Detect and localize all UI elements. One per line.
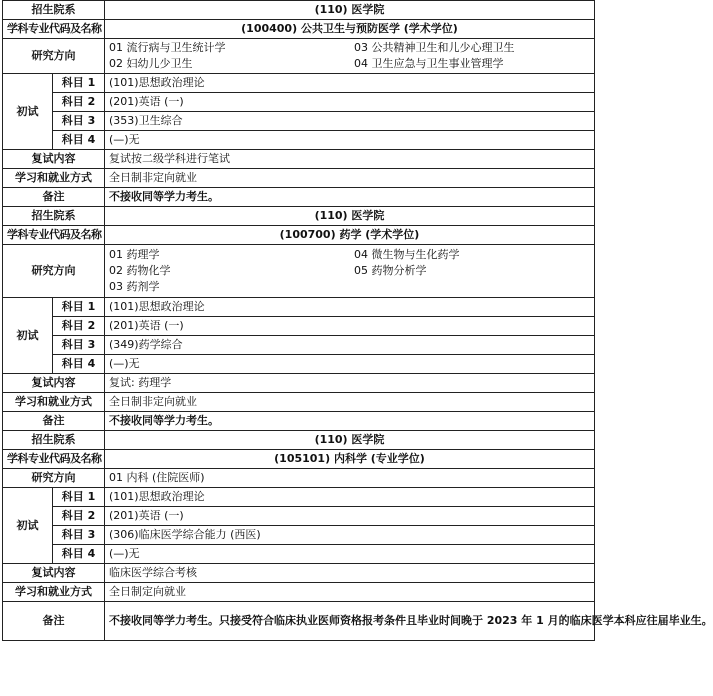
study-mode-value: 全日制非定向就业 <box>105 169 595 188</box>
direction-label: 研究方向 <box>3 245 105 298</box>
direction-item: 02 药物化学 <box>109 264 171 277</box>
table-row <box>3 336 595 355</box>
table-row <box>3 226 595 245</box>
table-row <box>3 169 595 188</box>
subject-value: (—)无 <box>105 545 595 564</box>
table-row <box>3 188 595 207</box>
table-row <box>3 602 595 641</box>
major-label: 学科专业代码及名称 <box>3 226 105 245</box>
table-row <box>3 374 595 393</box>
subject-label: 科目 1 <box>53 298 105 317</box>
study-mode-label: 学习和就业方式 <box>3 169 105 188</box>
direction-item: 03 公共精神卫生和儿少心理卫生 <box>354 41 515 54</box>
subject-label: 科目 2 <box>53 317 105 336</box>
retest-value: 复试按二级学科进行笔试 <box>105 150 595 169</box>
subject-value: (—)无 <box>105 355 595 374</box>
table-row <box>3 1 595 20</box>
subject-value: (201)英语 (一) <box>105 317 595 336</box>
table-row <box>3 39 595 74</box>
exam-label: 初试 <box>3 74 53 150</box>
table-row <box>3 488 595 507</box>
subject-value: (—)无 <box>105 131 595 150</box>
table-row <box>3 526 595 545</box>
table-row <box>3 507 595 526</box>
subject-label: 科目 1 <box>53 488 105 507</box>
subject-label: 科目 1 <box>53 74 105 93</box>
retest-label: 复试内容 <box>3 374 105 393</box>
school-label: 招生院系 <box>3 431 105 450</box>
table-row <box>3 469 595 488</box>
subject-value: (353)卫生综合 <box>105 112 595 131</box>
notes-label: 备注 <box>3 188 105 207</box>
subject-value: (101)思想政治理论 <box>105 74 595 93</box>
subject-value: (201)英语 (一) <box>105 507 595 526</box>
direction-list <box>105 39 595 74</box>
school-label: 招生院系 <box>3 207 105 226</box>
direction-item: 03 药剂学 <box>109 280 160 293</box>
exam-label: 初试 <box>3 488 53 564</box>
table-row <box>3 74 595 93</box>
subject-value: (101)思想政治理论 <box>105 298 595 317</box>
table-row <box>3 431 595 450</box>
subject-value: (201)英语 (一) <box>105 93 595 112</box>
major-label: 学科专业代码及名称 <box>3 450 105 469</box>
study-mode-value: 全日制定向就业 <box>105 583 595 602</box>
table-row <box>3 131 595 150</box>
major-value: (100400) 公共卫生与预防医学 (学术学位) <box>105 20 595 39</box>
direction-item: 04 卫生应急与卫生事业管理学 <box>354 57 504 70</box>
table-row <box>3 583 595 602</box>
subject-label: 科目 2 <box>53 507 105 526</box>
direction-item: 01 内科 (住院医师) <box>105 469 595 488</box>
major-value: (105101) 内科学 (专业学位) <box>105 450 595 469</box>
notes-value: 不接收同等学力考生。 <box>105 188 595 207</box>
school-value: (110) 医学院 <box>105 431 595 450</box>
retest-value: 临床医学综合考核 <box>105 564 595 583</box>
exam-label: 初试 <box>3 298 53 374</box>
table-row <box>3 545 595 564</box>
notes-label: 备注 <box>3 602 105 641</box>
retest-value: 复试: 药理学 <box>105 374 595 393</box>
school-label: 招生院系 <box>3 1 105 20</box>
notes-value: 不接收同等学力考生。 <box>105 412 595 431</box>
subject-label: 科目 3 <box>53 526 105 545</box>
table-row <box>3 93 595 112</box>
study-mode-value: 全日制非定向就业 <box>105 393 595 412</box>
retest-label: 复试内容 <box>3 150 105 169</box>
study-mode-label: 学习和就业方式 <box>3 583 105 602</box>
direction-item: 02 妇幼儿少卫生 <box>109 57 193 70</box>
study-mode-label: 学习和就业方式 <box>3 393 105 412</box>
subject-label: 科目 4 <box>53 131 105 150</box>
table-row <box>3 450 595 469</box>
direction-item: 04 微生物与生化药学 <box>354 248 460 261</box>
table-row <box>3 317 595 336</box>
program-table <box>2 0 713 641</box>
table-row <box>3 355 595 374</box>
notes-label: 备注 <box>3 412 105 431</box>
direction-item: 05 药物分析学 <box>354 264 427 277</box>
table-row <box>3 207 595 226</box>
table-row <box>3 245 595 298</box>
direction-item: 01 药理学 <box>109 248 160 261</box>
direction-list <box>105 245 595 298</box>
notes-value: 不接收同等学力考生。只接受符合临床执业医师资格报考条件且毕业时间晚于 2023 年 1 月的临床医学本科应往届毕业生。 <box>105 602 595 641</box>
table-row <box>3 393 595 412</box>
subject-value: (306)临床医学综合能力 (西医) <box>105 526 595 545</box>
table-row <box>3 150 595 169</box>
subject-value: (349)药学综合 <box>105 336 595 355</box>
table-row <box>3 298 595 317</box>
school-value: (110) 医学院 <box>105 207 595 226</box>
retest-label: 复试内容 <box>3 564 105 583</box>
direction-item: 01 流行病与卫生统计学 <box>109 41 226 54</box>
subject-label: 科目 3 <box>53 112 105 131</box>
major-value: (100700) 药学 (学术学位) <box>105 226 595 245</box>
subject-label: 科目 3 <box>53 336 105 355</box>
subject-value: (101)思想政治理论 <box>105 488 595 507</box>
table-row <box>3 412 595 431</box>
direction-label: 研究方向 <box>3 39 105 74</box>
table-row <box>3 112 595 131</box>
subject-label: 科目 4 <box>53 355 105 374</box>
subject-label: 科目 2 <box>53 93 105 112</box>
major-label: 学科专业代码及名称 <box>3 20 105 39</box>
direction-label: 研究方向 <box>3 469 105 488</box>
school-value: (110) 医学院 <box>105 1 595 20</box>
table-row <box>3 564 595 583</box>
subject-label: 科目 4 <box>53 545 105 564</box>
table-row <box>3 20 595 39</box>
